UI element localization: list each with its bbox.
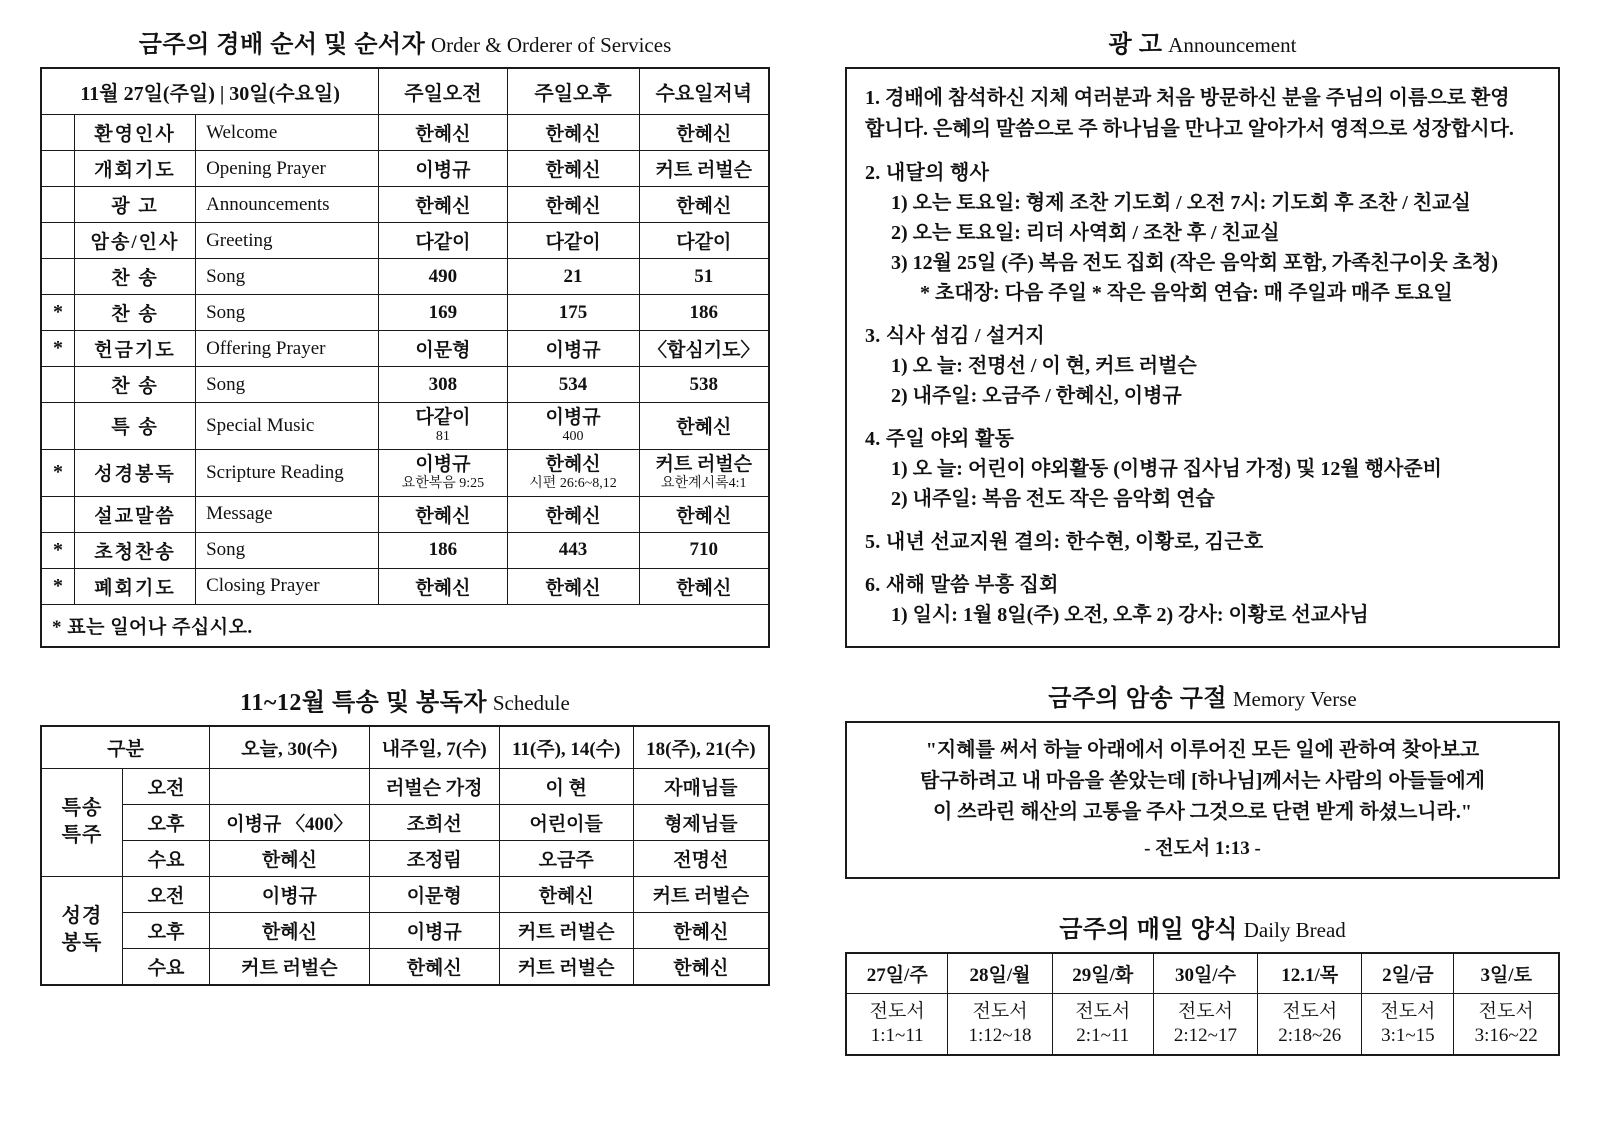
row-label-english: Song	[196, 295, 379, 331]
schedule-cell-week3: 어린이들	[499, 804, 633, 840]
row-star: *	[41, 449, 74, 496]
schedule-header-week4: 18(주), 21(수)	[633, 726, 769, 769]
memory-verse-line-1: "지혜를 써서 하늘 아래에서 이루어진 모든 일에 관하여 찾아보고	[925, 739, 1480, 761]
announcement-item-2	[865, 158, 1540, 308]
daily-bread-day-7: 3일/토	[1454, 953, 1559, 994]
order-footnote: * 표는 일어나 주십시오.	[41, 604, 769, 647]
row-sunday-pm: 한혜신	[507, 496, 639, 532]
row-sunday-am: 169	[379, 295, 507, 331]
table-row	[41, 604, 769, 647]
row-sunday-am: 다같이	[379, 223, 507, 259]
row-wed-subvalue: 요한계시록4:1	[661, 475, 747, 491]
daily-bread-day-6: 2일/금	[1362, 953, 1454, 994]
row-wed-evening: 커트 러벌슨	[639, 151, 769, 187]
schedule-cell-week1: 한혜신	[210, 840, 370, 876]
row-star	[41, 259, 74, 295]
announcement-item-2-note: * 초대장: 다음 주일 * 작은 음악회 연습: 매 주일과 매주 토요일	[920, 282, 1453, 304]
table-row	[846, 994, 1559, 1055]
reading-verses: 3:16~22	[1474, 1025, 1538, 1047]
table-row	[846, 953, 1559, 994]
schedule-cell-week4: 한혜신	[633, 912, 769, 948]
memory-title-korean: 금주의 암송 구절	[1048, 686, 1228, 712]
row-sunday-pm-subvalue: 시편 26:6~8,12	[529, 475, 617, 491]
row-label-english: Closing Prayer	[196, 568, 379, 604]
table-row	[41, 151, 769, 187]
schedule-cell-week1: 이병규	[210, 876, 370, 912]
daily-bread-reading-4	[1153, 994, 1257, 1055]
row-label-korean: 폐회기도	[74, 568, 195, 604]
row-sunday-pm: 534	[507, 367, 639, 403]
schedule-table-body	[41, 768, 769, 985]
row-star: *	[41, 568, 74, 604]
row-sunday-am	[379, 449, 507, 496]
schedule-time: 수요	[123, 840, 210, 876]
row-wed-evening	[639, 449, 769, 496]
row-label-korean: 설교말씀	[74, 496, 195, 532]
table-row	[41, 726, 769, 769]
row-label-english: Greeting	[196, 223, 379, 259]
row-sunday-pm	[507, 449, 639, 496]
row-star	[41, 151, 74, 187]
row-sunday-am-subvalue: 81	[435, 428, 450, 444]
row-sunday-am: 한혜신	[379, 568, 507, 604]
daily-bread-reading-6	[1362, 994, 1454, 1055]
row-sunday-pm-value: 이병규	[545, 407, 601, 428]
reading-verses: 2:18~26	[1278, 1025, 1342, 1047]
announcement-item-2-sub-1: 1) 오는 토요일: 형제 조찬 기도회 / 오전 7시: 기도회 후 조찬 / 친교실	[891, 192, 1471, 214]
reading-verses: 2:1~11	[1076, 1025, 1130, 1047]
schedule-section-title	[40, 682, 770, 717]
row-sunday-am: 한혜신	[379, 115, 507, 151]
table-row	[41, 187, 769, 223]
announcement-item-3	[865, 321, 1540, 411]
row-wed-value: 커트 러벌슨	[655, 453, 753, 475]
schedule-cell-week4: 형제님들	[633, 804, 769, 840]
table-row	[41, 68, 769, 115]
row-star: *	[41, 295, 74, 331]
row-label-english: Message	[196, 496, 379, 532]
daily-bread-header	[846, 953, 1559, 994]
announcement-item-4-sub-2: 2) 내주일: 복음 전도 작은 음악회 연습	[891, 488, 1215, 510]
daily-bread-title-english: Daily Bread	[1243, 918, 1346, 943]
announcement-item-1-line: 합니다. 은혜의 말씀으로 주 하나님을 만나고 알아가서 영적으로 성장합시다.	[865, 118, 1514, 140]
row-label-korean: 헌금기도	[74, 331, 195, 367]
daily-bread-reading-1	[846, 994, 948, 1055]
schedule-cell-week2: 이문형	[369, 876, 499, 912]
daily-bread-body	[846, 994, 1559, 1055]
table-row	[41, 948, 769, 985]
announcement-item-5-head: 5. 내년 선교지원 결의: 한수현, 이황로, 김근호	[865, 531, 1264, 553]
daily-bread-day-4: 30일/수	[1153, 953, 1257, 994]
schedule-group-special-music	[41, 768, 123, 876]
order-table-header	[41, 68, 769, 115]
reading-book: 전도서	[1478, 1001, 1534, 1023]
row-sunday-am: 한혜신	[379, 496, 507, 532]
schedule-cell-week4: 한혜신	[633, 948, 769, 985]
schedule-section	[40, 682, 770, 986]
row-star	[41, 367, 74, 403]
table-row	[41, 876, 769, 912]
row-sunday-am: 186	[379, 532, 507, 568]
row-wed-evening: 다같이	[639, 223, 769, 259]
row-label-korean: 환영인사	[74, 115, 195, 151]
daily-bread-day-5: 12.1/목	[1258, 953, 1362, 994]
row-label-english: Scripture Reading	[196, 449, 379, 496]
row-label-korean: 찬 송	[74, 295, 195, 331]
announcement-item-3-sub-2: 2) 내주일: 오금주 / 한혜신, 이병규	[891, 385, 1182, 407]
row-star: *	[41, 532, 74, 568]
row-sunday-am	[379, 403, 507, 450]
announcement-item-3-sub-1: 1) 오 늘: 전명선 / 이 현, 커트 러벌슨	[891, 355, 1197, 377]
reading-book: 전도서	[869, 1001, 925, 1023]
schedule-cell-week3: 커트 러벌슨	[499, 948, 633, 985]
table-row	[41, 259, 769, 295]
schedule-header-week2: 내주일, 7(수)	[369, 726, 499, 769]
schedule-time: 오후	[123, 804, 210, 840]
announcement-item-4-sub-1: 1) 오 늘: 어린이 야외활동 (이병규 집사님 가정) 및 12월 행사준비	[891, 458, 1443, 480]
row-star	[41, 115, 74, 151]
row-label-korean: 초청찬송	[74, 532, 195, 568]
row-wed-evening: 186	[639, 295, 769, 331]
announcement-item-6-head: 6. 새해 말씀 부흥 집회	[865, 574, 1059, 596]
order-header-sunday-am: 주일오전	[379, 68, 507, 115]
row-sunday-pm: 443	[507, 532, 639, 568]
reading-verses: 3:1~15	[1381, 1025, 1435, 1047]
row-wed-evening: 한혜신	[639, 403, 769, 450]
row-sunday-am: 308	[379, 367, 507, 403]
reading-book: 전도서	[1380, 1001, 1436, 1023]
daily-bread-section-title	[845, 909, 1560, 944]
announcement-item-2-sub-3: 3) 12월 25일 (주) 복음 전도 집회 (작은 음악회 포함, 가족친구이웃 초청)	[891, 252, 1498, 274]
reading-book: 전도서	[1075, 1001, 1131, 1023]
table-row	[41, 912, 769, 948]
row-wed-evening: 〈합심기도〉	[639, 331, 769, 367]
announcement-item-3-head: 3. 식사 섬김 / 설거지	[865, 325, 1045, 347]
schedule-table	[40, 725, 770, 986]
row-label-korean: 개회기도	[74, 151, 195, 187]
order-table-body	[41, 115, 769, 647]
table-row	[41, 496, 769, 532]
row-label-english: Welcome	[196, 115, 379, 151]
schedule-cell-week1: 커트 러벌슨	[210, 948, 370, 985]
row-sunday-pm: 한혜신	[507, 151, 639, 187]
row-label-korean: 성경봉독	[74, 449, 195, 496]
row-sunday-pm	[507, 403, 639, 450]
announcement-item-4	[865, 424, 1540, 514]
announcement-item-2-sub-2: 2) 오는 토요일: 리더 사역회 / 조찬 후 / 친교실	[891, 222, 1280, 244]
row-star	[41, 187, 74, 223]
table-row	[41, 840, 769, 876]
schedule-time: 오후	[123, 912, 210, 948]
order-header-wed-evening: 수요일저녁	[639, 68, 769, 115]
row-label-english: Song	[196, 367, 379, 403]
schedule-cell-week3: 커트 러벌슨	[499, 912, 633, 948]
announcement-item-2-head: 2. 내달의 행사	[865, 162, 990, 184]
table-row	[41, 295, 769, 331]
daily-bread-title-korean: 금주의 매일 양식	[1059, 917, 1238, 944]
left-column	[40, 24, 770, 986]
announcement-item-1-head: 1. 경배에 참석하신 지체 여러분과 처음 방문하신 분을 주님의 이름으로 환영	[865, 87, 1510, 109]
row-label-english: Announcements	[196, 187, 379, 223]
row-star	[41, 496, 74, 532]
table-row	[41, 403, 769, 450]
daily-bread-table	[845, 952, 1560, 1056]
table-row	[41, 367, 769, 403]
schedule-cell-week4: 자매님들	[633, 768, 769, 804]
schedule-title-korean: 11~12월 특송 및 봉독자	[240, 689, 488, 716]
schedule-cell-week3: 한혜신	[499, 876, 633, 912]
reading-book: 전도서	[1282, 1001, 1338, 1023]
row-wed-evening: 한혜신	[639, 568, 769, 604]
daily-bread-day-1: 27일/주	[846, 953, 948, 994]
schedule-cell-week2: 조희선	[369, 804, 499, 840]
daily-bread-reading-3	[1052, 994, 1153, 1055]
schedule-cell-week3: 오금주	[499, 840, 633, 876]
schedule-cell-week2: 러벌슨 가정	[369, 768, 499, 804]
table-row	[41, 804, 769, 840]
schedule-time: 수요	[123, 948, 210, 985]
row-label-korean: 찬 송	[74, 259, 195, 295]
row-sunday-pm: 21	[507, 259, 639, 295]
row-label-korean: 광 고	[74, 187, 195, 223]
row-sunday-pm-value: 한혜신	[545, 453, 601, 475]
announcement-section-title	[845, 24, 1560, 59]
row-label-korean: 특 송	[74, 403, 195, 450]
schedule-title-english: Schedule	[492, 690, 570, 715]
order-section-title	[40, 24, 770, 59]
memory-verse-section	[845, 678, 1560, 879]
schedule-cell-week2: 한혜신	[369, 948, 499, 985]
right-column	[845, 24, 1560, 1056]
announcement-item-6	[865, 570, 1540, 630]
schedule-cell-week1: 이병규 〈400〉	[210, 804, 370, 840]
table-row	[41, 532, 769, 568]
daily-bread-reading-7	[1454, 994, 1559, 1055]
order-header-date: 11월 27일(주일) | 30일(수요일)	[41, 68, 379, 115]
row-wed-evening: 538	[639, 367, 769, 403]
announcement-item-4-head: 4. 주일 야외 활동	[865, 428, 1015, 450]
table-row	[41, 568, 769, 604]
memory-verse-reference: - 전도서 1:13 -	[1144, 838, 1261, 859]
daily-bread-section	[845, 909, 1560, 1056]
table-row	[41, 449, 769, 496]
row-label-korean: 암송/인사	[74, 223, 195, 259]
row-sunday-pm: 175	[507, 295, 639, 331]
row-sunday-pm: 한혜신	[507, 568, 639, 604]
row-sunday-am-value: 다같이	[415, 407, 471, 428]
row-label-english: Song	[196, 532, 379, 568]
row-sunday-am: 한혜신	[379, 187, 507, 223]
row-sunday-pm: 한혜신	[507, 187, 639, 223]
row-label-english: Offering Prayer	[196, 331, 379, 367]
reading-verses: 2:12~17	[1173, 1025, 1237, 1047]
reading-book: 전도서	[972, 1001, 1028, 1023]
row-label-english: Song	[196, 259, 379, 295]
row-wed-evening: 한혜신	[639, 187, 769, 223]
row-sunday-pm: 이병규	[507, 331, 639, 367]
row-label-english: Opening Prayer	[196, 151, 379, 187]
schedule-time: 오전	[123, 768, 210, 804]
row-sunday-am: 490	[379, 259, 507, 295]
daily-bread-reading-5	[1258, 994, 1362, 1055]
row-sunday-am-subvalue: 요한복음 9:25	[401, 475, 485, 491]
row-wed-evening: 한혜신	[639, 115, 769, 151]
memory-verse-box	[845, 721, 1560, 879]
reading-verses: 1:12~18	[968, 1025, 1032, 1047]
announcement-item-1	[865, 83, 1540, 145]
daily-bread-reading-2	[948, 994, 1052, 1055]
schedule-cell-week1: 한혜신	[210, 912, 370, 948]
table-row	[41, 768, 769, 804]
table-row	[41, 223, 769, 259]
row-star	[41, 403, 74, 450]
daily-bread-day-2: 28일/월	[948, 953, 1052, 994]
announcement-title-korean: 광 고	[1108, 32, 1163, 58]
row-label-korean: 찬 송	[74, 367, 195, 403]
schedule-cell-week2: 이병규	[369, 912, 499, 948]
schedule-cell-week3: 이 현	[499, 768, 633, 804]
order-of-service-table	[40, 67, 770, 648]
schedule-header-category: 구분	[41, 726, 210, 769]
announcement-title-english: Announcement	[1168, 33, 1297, 57]
row-star: *	[41, 331, 74, 367]
row-wed-evening: 한혜신	[639, 496, 769, 532]
order-title-korean: 금주의 경배 순서 및 순서자	[138, 32, 426, 58]
memory-verse-line-2: 탐구하려고 내 마음을 쏟았는데 [하나님]께서는 사람의 아들들에게	[920, 770, 1485, 792]
schedule-cell-week4: 전명선	[633, 840, 769, 876]
schedule-group-line2: 특주	[61, 824, 103, 847]
reading-book: 전도서	[1177, 1001, 1233, 1023]
schedule-time: 오전	[123, 876, 210, 912]
row-sunday-pm: 다같이	[507, 223, 639, 259]
schedule-header-week1: 오늘, 30(수)	[210, 726, 370, 769]
order-title-english: Order & Orderer of Services	[431, 33, 672, 57]
schedule-cell-week2: 조정림	[369, 840, 499, 876]
row-label-english: Special Music	[196, 403, 379, 450]
row-sunday-am: 이병규	[379, 151, 507, 187]
row-wed-evening: 710	[639, 532, 769, 568]
reading-verses: 1:1~11	[870, 1025, 924, 1047]
row-sunday-pm: 한혜신	[507, 115, 639, 151]
announcement-box	[845, 67, 1560, 648]
announcement-item-5	[865, 527, 1540, 557]
schedule-table-header	[41, 726, 769, 769]
row-sunday-pm-subvalue: 400	[562, 428, 584, 444]
memory-title-english: Memory Verse	[1232, 687, 1357, 711]
schedule-cell-week4: 커트 러벌슨	[633, 876, 769, 912]
announcement-item-6-sub-1: 1) 일시: 1월 8일(주) 오전, 오후 2) 강사: 이황로 선교사님	[891, 604, 1369, 626]
schedule-group-scripture	[41, 876, 123, 985]
schedule-cell-week1	[210, 768, 370, 804]
schedule-header-week3: 11(주), 14(수)	[499, 726, 633, 769]
table-row	[41, 331, 769, 367]
daily-bread-day-3: 29일/화	[1052, 953, 1153, 994]
row-star	[41, 223, 74, 259]
order-header-sunday-pm: 주일오후	[507, 68, 639, 115]
row-wed-evening: 51	[639, 259, 769, 295]
schedule-group-line1: 성경	[61, 905, 103, 928]
schedule-group-line1: 특송	[61, 797, 103, 820]
schedule-group-line2: 봉독	[61, 932, 103, 955]
row-sunday-am-value: 이병규	[415, 453, 471, 475]
table-row	[41, 115, 769, 151]
memory-verse-line-3: 이 쓰라린 해산의 고통을 주사 그것으로 단련 받게 하셨느니라."	[932, 801, 1473, 823]
row-sunday-am: 이문형	[379, 331, 507, 367]
memory-section-title	[845, 678, 1560, 713]
